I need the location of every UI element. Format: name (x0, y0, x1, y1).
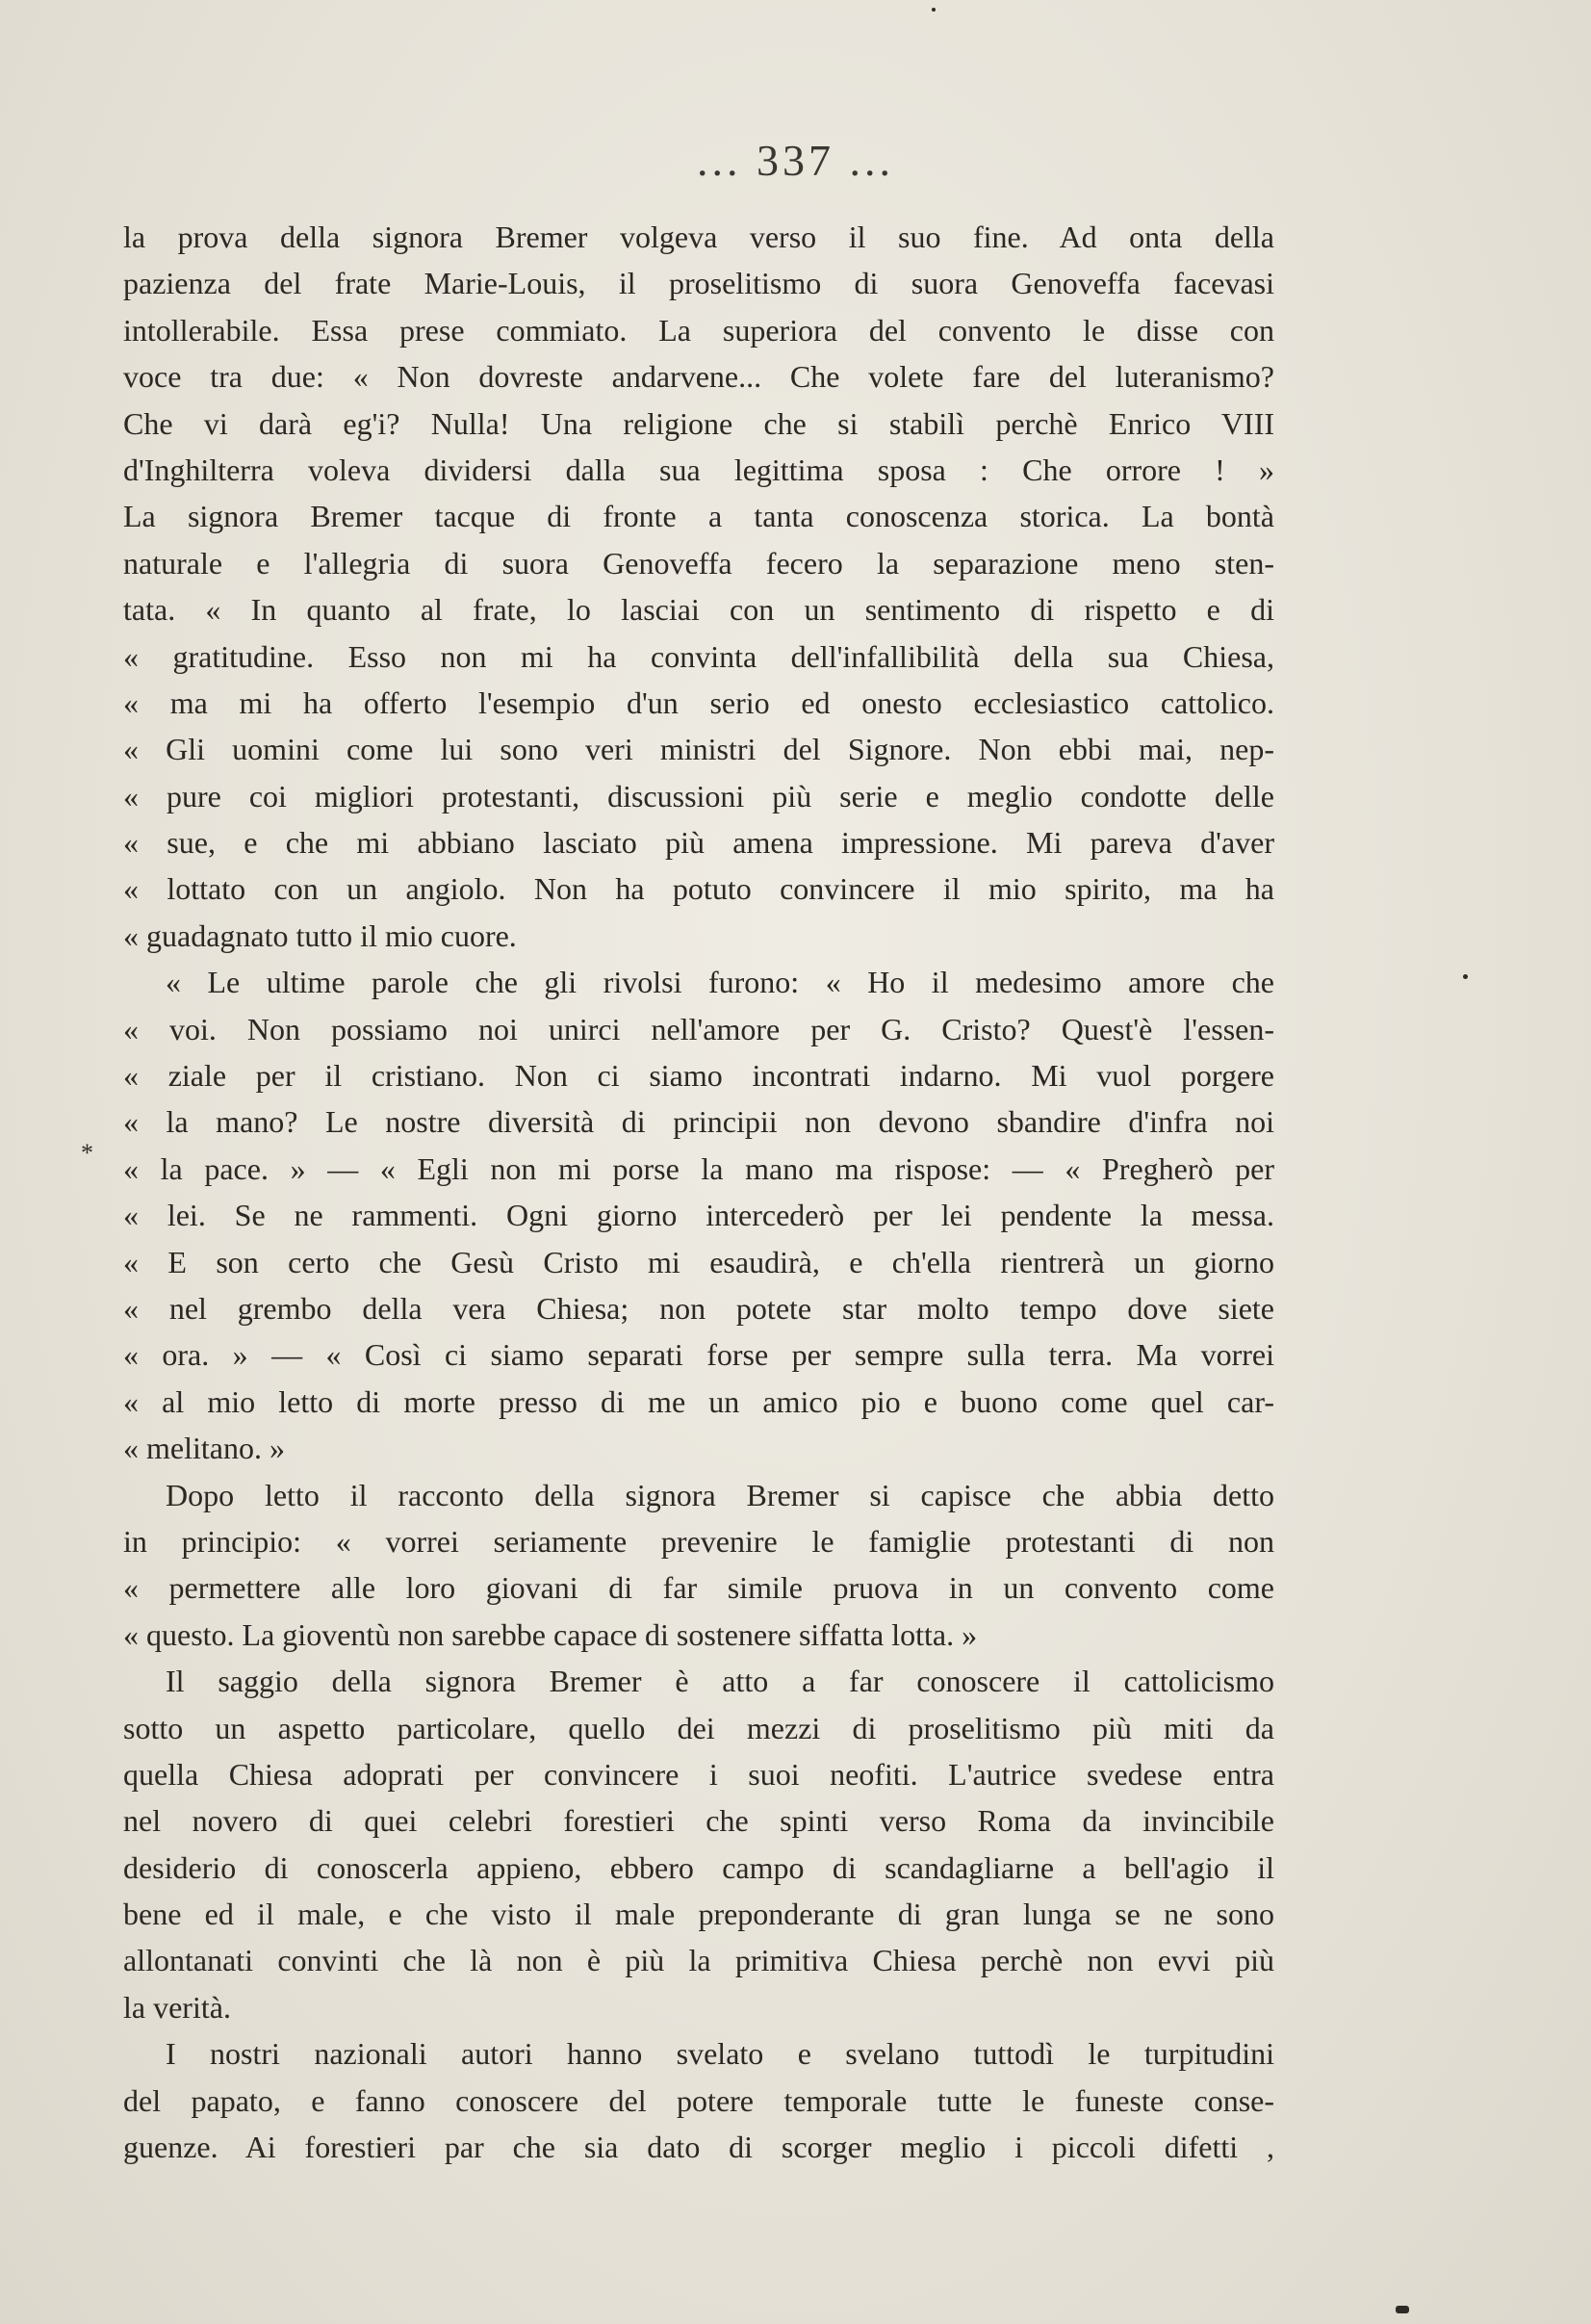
ink-speck (932, 8, 936, 12)
text-line: nel novero di quei celebri forestieri che spinti verso Roma da invincibile (123, 1803, 1274, 1839)
text-line: « guadagnato tutto il mio cuore. (123, 917, 517, 953)
text-line: « lei. Se ne rammenti. Ogni giorno intercederò per lei pendente la messa. (123, 1198, 1274, 1233)
text-line: allontanati convinti che là non è più la primitiva Chiesa perchè non evvi più (123, 1943, 1274, 1978)
margin-mark: * (81, 1139, 93, 1167)
text-line: d'Inghilterra voleva dividersi dalla sua legittima sposa : Che orrore ! » (123, 452, 1274, 487)
ink-speck (1463, 974, 1468, 979)
text-line: « la mano? Le nostre diversità di principii non devono sbandire d'infra noi (123, 1104, 1274, 1140)
text-line: intollerabile. Essa prese commiato. La superiora del convento le disse con (123, 312, 1274, 348)
text-line: in principio: « vorrei seriamente prevenire le famiglie protestanti di non (123, 1523, 1274, 1559)
text-line: la verità. (123, 1989, 231, 2025)
text-line: desiderio di conoscerla appieno, ebbero campo di scandagliarne a bell'agio il (123, 1849, 1274, 1885)
text-line: tata. « In quanto al frate, lo lasciai con un sentimento di rispetto e di (123, 592, 1274, 628)
text-line: pazienza del frate Marie-Louis, il proselitismo di suora Genoveffa facevasi (123, 266, 1274, 301)
text-line: « nel grembo della vera Chiesa; non potete star molto tempo dove siete (123, 1290, 1274, 1326)
text-line: La signora Bremer tacque di fronte a tanta conoscenza storica. La bontà (123, 499, 1274, 534)
text-line: « ora. » — « Così ci siamo separati forse per sempre sulla terra. Ma vorrei (123, 1337, 1274, 1373)
text-line: « Le ultime parole che gli rivolsi furono: « Ho il medesimo amore che (166, 965, 1274, 1000)
text-line: « lottato con un angiolo. Non ha potuto convincere il mio spirito, ma ha (123, 871, 1274, 907)
text-line: « al mio letto di morte presso di me un amico pio e buono come quel car- (123, 1383, 1274, 1419)
text-line: Dopo letto il racconto della signora Bremer si capisce che abbia detto (166, 1477, 1274, 1512)
text-line: « gratitudine. Esso non mi ha convinta dell'infallibilità della sua Chiesa, (123, 638, 1274, 674)
text-line: voce tra due: « Non dovreste andarvene... Che volete fare del luteranismo? (123, 359, 1274, 395)
page-number: ... 337 ... (697, 136, 894, 185)
text-line: « pure coi migliori protestanti, discussioni più serie e meglio condotte delle (123, 778, 1274, 813)
text-line: I nostri nazionali autori hanno svelato e svelano tuttodì le turpitudini (166, 2036, 1274, 2072)
text-line: « voi. Non possiamo noi unirci nell'amore per G. Cristo? Quest'è l'essen- (123, 1011, 1274, 1046)
text-line: Il saggio della signora Bremer è atto a far conoscere il cattolicismo (166, 1664, 1274, 1699)
text-line: la prova della signora Bremer volgeva verso il suo fine. Ad onta della (123, 219, 1274, 254)
text-line: bene ed il male, e che visto il male preponderante di gran lunga se ne sono (123, 1897, 1274, 1932)
text-line: « la pace. » — « Egli non mi porse la mano ma rispose: — « Pregherò per (123, 1150, 1274, 1186)
text-line: « questo. La gioventù non sarebbe capace di sostenere siffatta lotta. » (123, 1616, 978, 1652)
text-line: del papato, e fanno conoscere del potere temporale tutte le funeste conse- (123, 2082, 1274, 2118)
text-line: « E son certo che Gesù Cristo mi esaudirà, e ch'ella rientrerà un giorno (123, 1244, 1274, 1279)
text-line: « ziale per il cristiano. Non ci siamo incontrati indarno. Mi vuol porgere (123, 1058, 1274, 1094)
text-line: sotto un aspetto particolare, quello dei mezzi di proselitismo più miti da (123, 1710, 1274, 1745)
text-line: naturale e l'allegria di suora Genoveffa fecero la separazione meno sten- (123, 545, 1274, 581)
text-line: « permettere alle loro giovani di far simile pruova in un convento come (123, 1570, 1274, 1606)
text-line: « Gli uomini come lui sono veri ministri del Signore. Non ebbi mai, nep- (123, 732, 1274, 767)
text-line: guenze. Ai forestieri par che sia dato di scorger meglio i piccoli difetti , (123, 2130, 1274, 2165)
text-line: quella Chiesa adoprati per convincere i suoi neofiti. L'autrice svedese entra (123, 1756, 1274, 1792)
text-line: « melitano. » (123, 1431, 285, 1466)
text-line: Che vi darà eg'i? Nulla! Una religione che si stabilì perchè Enrico VIII (123, 405, 1274, 441)
ink-speck (1396, 2306, 1409, 2313)
body-text (123, 214, 1274, 2170)
text-line: « ma mi ha offerto l'esempio d'un serio ed onesto ecclesiastico cattolico. (123, 684, 1274, 720)
text-line: « sue, e che mi abbiano lasciato più amena impressione. Mi pareva d'aver (123, 825, 1274, 861)
